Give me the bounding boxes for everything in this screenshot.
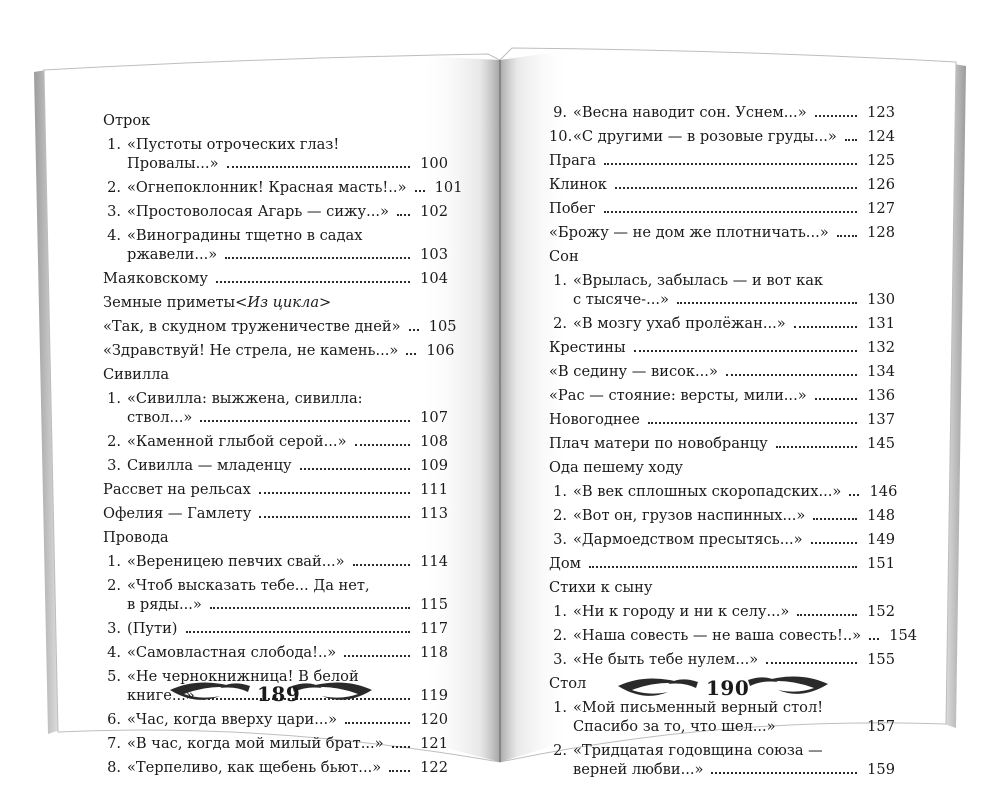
toc-entry-title: Клинок	[549, 176, 607, 193]
toc-entry	[103, 432, 448, 451]
toc-entry-title: (Пути)	[127, 620, 178, 637]
toc-leader-dots	[389, 770, 410, 772]
toc-page-number: 145	[867, 435, 895, 452]
toc-entry-number: 6.	[107, 711, 121, 728]
toc-page-number: 104	[420, 270, 448, 287]
toc-entry	[549, 554, 895, 573]
toc-entry-title: «Не чернокнижница! В белой	[127, 668, 359, 685]
toc-page-number: 115	[420, 596, 448, 613]
toc-entry-title: Сивилла — младенцу	[127, 457, 292, 474]
toc-entry	[549, 650, 895, 669]
toc-page-number: 102	[420, 203, 448, 220]
toc-entry-title: Крестины	[549, 339, 626, 356]
toc-leader-dots	[225, 257, 410, 259]
toc-entry-title: Офелия — Гамлету	[103, 505, 252, 522]
toc-leader-dots	[849, 494, 859, 496]
toc-entry-number: 1.	[553, 483, 567, 500]
toc-leader-dots	[227, 166, 410, 168]
page-number-right: 190	[706, 676, 750, 700]
toc-page-number: 109	[420, 457, 448, 474]
toc-entry	[549, 314, 895, 333]
toc-entry-title: Стол	[549, 675, 587, 692]
toc-leader-dots	[813, 518, 857, 520]
toc-entry-title: ржавели...»	[127, 246, 218, 263]
toc-leader-dots	[677, 302, 857, 304]
toc-entry-number: 1.	[553, 272, 567, 289]
toc-leader-dots	[409, 329, 419, 331]
toc-entry-title: «Весна наводит сон. Уснем...»	[573, 104, 807, 121]
toc-page-number: 106	[426, 342, 455, 359]
toc-entry	[103, 111, 448, 130]
toc-entry	[549, 602, 895, 621]
toc-entry-number: 3.	[107, 203, 121, 220]
toc-entry-title: «Брожу — не дом же плотничать...»	[549, 224, 829, 241]
toc-leader-dots	[845, 139, 857, 141]
toc-leader-dots	[634, 350, 857, 352]
toc-entry	[549, 506, 895, 525]
toc-entry	[103, 135, 448, 154]
toc-entry-title: с тысяче-...»	[573, 291, 669, 308]
toc-leader-dots	[837, 235, 857, 237]
toc-entry-title: в ряды...»	[127, 596, 202, 613]
toc-entry-title: Стихи к сыну	[549, 579, 653, 596]
toc-entry-title: Спасибо за то, что шел...»	[573, 718, 776, 735]
toc-entry-number: 1.	[107, 136, 121, 153]
toc-entry	[549, 199, 895, 218]
toc-page-number: 113	[420, 505, 448, 522]
toc-entry-title: Рассвет на рельсах	[103, 481, 251, 498]
toc-leader-dots	[344, 655, 410, 657]
toc-entry-number: 7.	[107, 735, 121, 752]
toc-entry-title: «Каменной глыбой серой...»	[127, 433, 347, 450]
toc-entry	[103, 552, 448, 571]
toc-entry-title: «С другими — в розовые груды...»	[573, 128, 837, 145]
toc-leader-dots	[406, 353, 416, 355]
toc-leader-dots	[210, 607, 410, 609]
toc-entry	[103, 643, 448, 662]
toc-leader-dots	[869, 638, 879, 640]
toc-entry	[103, 178, 463, 197]
toc-entry	[549, 362, 895, 381]
toc-entry	[103, 365, 448, 384]
toc-entry-number: 1.	[107, 390, 121, 407]
toc-entry	[103, 710, 448, 729]
toc-entry	[103, 202, 448, 221]
toc-page-number: 124	[867, 128, 895, 145]
toc-page-number: 108	[420, 433, 448, 450]
toc-page-number: 131	[867, 315, 895, 332]
toc-entry	[549, 482, 898, 501]
toc-entry	[549, 290, 895, 309]
toc-entry	[103, 293, 448, 312]
toc-leader-dots	[815, 398, 857, 400]
toc-entry-title: Провалы...»	[127, 155, 219, 172]
toc-entry-title: «Рас — стояние: версты, мили...»	[549, 387, 807, 404]
toc-page-number: 149	[867, 531, 895, 548]
toc-entry	[549, 103, 895, 122]
toc-page-number: 151	[867, 555, 895, 572]
toc-leader-dots	[604, 163, 857, 165]
toc-entry-title: Сивилла	[103, 366, 170, 383]
toc-leader-dots	[797, 614, 857, 616]
toc-entry	[103, 480, 448, 499]
toc-leader-dots	[711, 772, 857, 774]
toc-entry-title: «Сивилла: выжжена, сивилла:	[127, 390, 363, 407]
toc-entry-title: Маяковскому	[103, 270, 208, 287]
toc-leader-dots	[766, 662, 857, 664]
toc-leader-dots	[353, 564, 410, 566]
toc-entry-title: «Так, в скудном труженичестве дней»	[103, 318, 401, 335]
toc-leader-dots	[726, 374, 857, 376]
toc-entry-title: «В час, когда мой милый брат...»	[127, 735, 384, 752]
toc-leader-dots	[397, 214, 410, 216]
toc-entry-title: Провода	[103, 529, 169, 546]
toc-page-number: 120	[420, 711, 448, 728]
toc-entry	[549, 223, 895, 242]
toc-entry	[549, 741, 895, 760]
toc-entry-number: 2.	[553, 315, 567, 332]
toc-leader-dots	[615, 187, 857, 189]
toc-entry	[103, 226, 448, 245]
toc-page-number: 127	[867, 200, 895, 217]
toc-entry-title: «В век сплошных скоропадских...»	[573, 483, 842, 500]
toc-entry-number: 2.	[107, 179, 121, 196]
toc-entry-title: «Врылась, забылась — и вот как	[573, 272, 824, 289]
toc-page-number: 107	[420, 409, 448, 426]
toc-entry-title: Плач матери по новобранцу	[549, 435, 768, 452]
toc-entry-title: «Терпеливо, как щебень бьют...»	[127, 759, 382, 776]
toc-leader-dots	[811, 542, 857, 544]
toc-entry	[549, 530, 895, 549]
toc-entry-number: 2.	[553, 627, 567, 644]
toc-page-number: 100	[420, 155, 448, 172]
toc-entry	[549, 434, 895, 453]
toc-entry-title: верней любви...»	[573, 761, 704, 778]
toc-entry-number: 3.	[107, 620, 121, 637]
page-number-left: 189	[257, 682, 301, 706]
toc-entry	[103, 619, 448, 638]
toc-entry	[549, 760, 895, 779]
toc-leader-dots	[794, 326, 857, 328]
toc-entry	[103, 317, 457, 336]
toc-entry-title: «Наша совесть — не ваша совесть!..»	[573, 627, 862, 644]
toc-entry-title: «Виноградины тщетно в садах	[127, 227, 363, 244]
toc-entry	[103, 269, 448, 288]
toc-entry-title: «В мозгу ухаб пролёжан...»	[573, 315, 786, 332]
toc-entry-title: Земные приметы	[103, 294, 236, 311]
toc-entry	[103, 154, 448, 173]
toc-page-number: 137	[867, 411, 895, 428]
toc-entry	[103, 408, 448, 427]
toc-page-number: 126	[867, 176, 895, 193]
toc-leader-dots	[604, 211, 857, 213]
toc-page-number: 101	[434, 179, 463, 196]
toc-page-number: 123	[867, 104, 895, 121]
toc-entry-title: «Огнепоклонник! Красная масть!..»	[127, 179, 407, 196]
toc-entry-number: 2.	[553, 742, 567, 759]
toc-entry	[549, 410, 895, 429]
toc-entry	[549, 247, 895, 266]
toc-entry-number: 2.	[553, 507, 567, 524]
toc-page-number: 152	[867, 603, 895, 620]
toc-leader-dots	[259, 492, 410, 494]
toc-entry	[549, 151, 895, 170]
toc-entry	[549, 626, 918, 645]
toc-entry-title: Прага	[549, 152, 597, 169]
toc-page-number: 122	[420, 759, 448, 776]
toc-entry-title: «Пустоты отроческих глаз!	[127, 136, 340, 153]
toc-entry	[103, 595, 448, 614]
toc-entry	[549, 127, 895, 146]
toc-entry-title: Новогоднее	[549, 411, 640, 428]
toc-page-number: 103	[420, 246, 448, 263]
toc-entry-title: «Вереницею певчих свай...»	[127, 553, 345, 570]
toc-entry	[549, 698, 895, 717]
toc-leader-dots	[415, 190, 425, 192]
toc-entry	[549, 338, 895, 357]
toc-entry	[103, 528, 448, 547]
toc-entry	[103, 758, 448, 777]
toc-entry	[549, 175, 895, 194]
toc-leader-dots	[200, 420, 410, 422]
toc-entry-number: 5.	[107, 668, 121, 685]
toc-leader-dots	[815, 115, 857, 117]
toc-entry	[549, 458, 895, 477]
toc-entry-title: «Мой письменный верный стол!	[573, 699, 824, 716]
toc-leader-dots	[589, 566, 857, 568]
toc-page-number: 136	[867, 387, 895, 404]
toc-page-number: 132	[867, 339, 895, 356]
toc-entry-title: «Дармоедством пресытясь...»	[573, 531, 803, 548]
toc-entry	[103, 504, 448, 523]
toc-entry-number: 2.	[107, 433, 121, 450]
toc-entry-title: книге...»	[127, 687, 195, 704]
toc-entry	[549, 386, 895, 405]
toc-entry-title: «Чтоб высказать тебе... Да нет,	[127, 577, 370, 594]
toc-entry	[103, 389, 448, 408]
toc-leader-dots	[216, 281, 410, 283]
toc-page-number: 130	[867, 291, 895, 308]
toc-entry	[103, 456, 448, 475]
toc-entry	[103, 576, 448, 595]
toc-entry-number: 9.	[553, 104, 567, 121]
left-page-toc	[103, 106, 463, 777]
toc-page-number: 111	[420, 481, 448, 498]
toc-page-number: 155	[867, 651, 895, 668]
toc-entry-title: «Вот он, грузов наспинных...»	[573, 507, 806, 524]
toc-entry-number: 3.	[553, 531, 567, 548]
toc-leader-dots	[203, 698, 410, 700]
toc-entry-title: ствол...»	[127, 409, 193, 426]
toc-entry-number: 2.	[107, 577, 121, 594]
toc-leader-dots	[392, 746, 410, 748]
toc-entry-title: Сон	[549, 248, 579, 265]
toc-leader-dots	[186, 631, 410, 633]
toc-entry-title: «Тридцатая годовщина союза —	[573, 742, 823, 759]
toc-page-number: 117	[420, 620, 448, 637]
toc-page-number: 118	[420, 644, 448, 661]
toc-leader-dots	[300, 468, 410, 470]
toc-entry-number: 10.	[549, 128, 573, 145]
toc-leader-dots	[345, 722, 410, 724]
toc-page-number: 157	[867, 718, 895, 735]
toc-entry-title: «Простоволосая Агарь — сижу...»	[127, 203, 389, 220]
toc-entry-subtitle: <Из цикла>	[235, 294, 332, 311]
toc-page-number: 148	[867, 507, 895, 524]
toc-entry-title: Отрок	[103, 112, 151, 129]
toc-leader-dots	[648, 422, 857, 424]
toc-entry	[549, 717, 895, 736]
toc-entry	[549, 578, 895, 597]
toc-page-number: 121	[420, 735, 448, 752]
toc-page-number: 114	[420, 553, 448, 570]
toc-entry-number: 1.	[553, 699, 567, 716]
toc-page-number: 125	[867, 152, 895, 169]
toc-entry-number: 8.	[107, 759, 121, 776]
toc-entry-number: 4.	[107, 227, 121, 244]
toc-entry-number: 1.	[553, 603, 567, 620]
toc-entry-title: «Ни к городу и ни к селу...»	[573, 603, 790, 620]
toc-entry-number: 3.	[107, 457, 121, 474]
toc-entry-title: «Не быть тебе нулем...»	[573, 651, 759, 668]
toc-entry-title: Ода пешему ходу	[549, 459, 684, 476]
toc-page-number: 154	[889, 627, 918, 644]
toc-entry-title: «Самовластная слобода!..»	[127, 644, 337, 661]
toc-entry-title: «В седину — висок...»	[549, 363, 718, 380]
toc-page-number: 159	[867, 761, 895, 778]
toc-leader-dots	[355, 444, 411, 446]
toc-entry	[103, 341, 455, 360]
toc-entry	[103, 734, 448, 753]
toc-entry-number: 1.	[107, 553, 121, 570]
toc-page-number: 105	[428, 318, 457, 335]
toc-entry-title: Побег	[549, 200, 596, 217]
toc-entry-title: «Здравствуй! Не стрела, не камень...»	[103, 342, 399, 359]
toc-entry-title: Дом	[549, 555, 582, 572]
toc-page-number: 119	[420, 687, 448, 704]
toc-entry-number: 3.	[553, 651, 567, 668]
toc-entry-number: 4.	[107, 644, 121, 661]
toc-leader-dots	[259, 516, 410, 518]
toc-entry	[549, 271, 895, 290]
toc-leader-dots	[776, 446, 857, 448]
toc-page-number: 128	[867, 224, 895, 241]
toc-page-number: 134	[867, 363, 895, 380]
toc-page-number: 146	[869, 483, 898, 500]
toc-entry	[103, 245, 448, 264]
toc-entry-title: «Час, когда вверху цари...»	[127, 711, 338, 728]
